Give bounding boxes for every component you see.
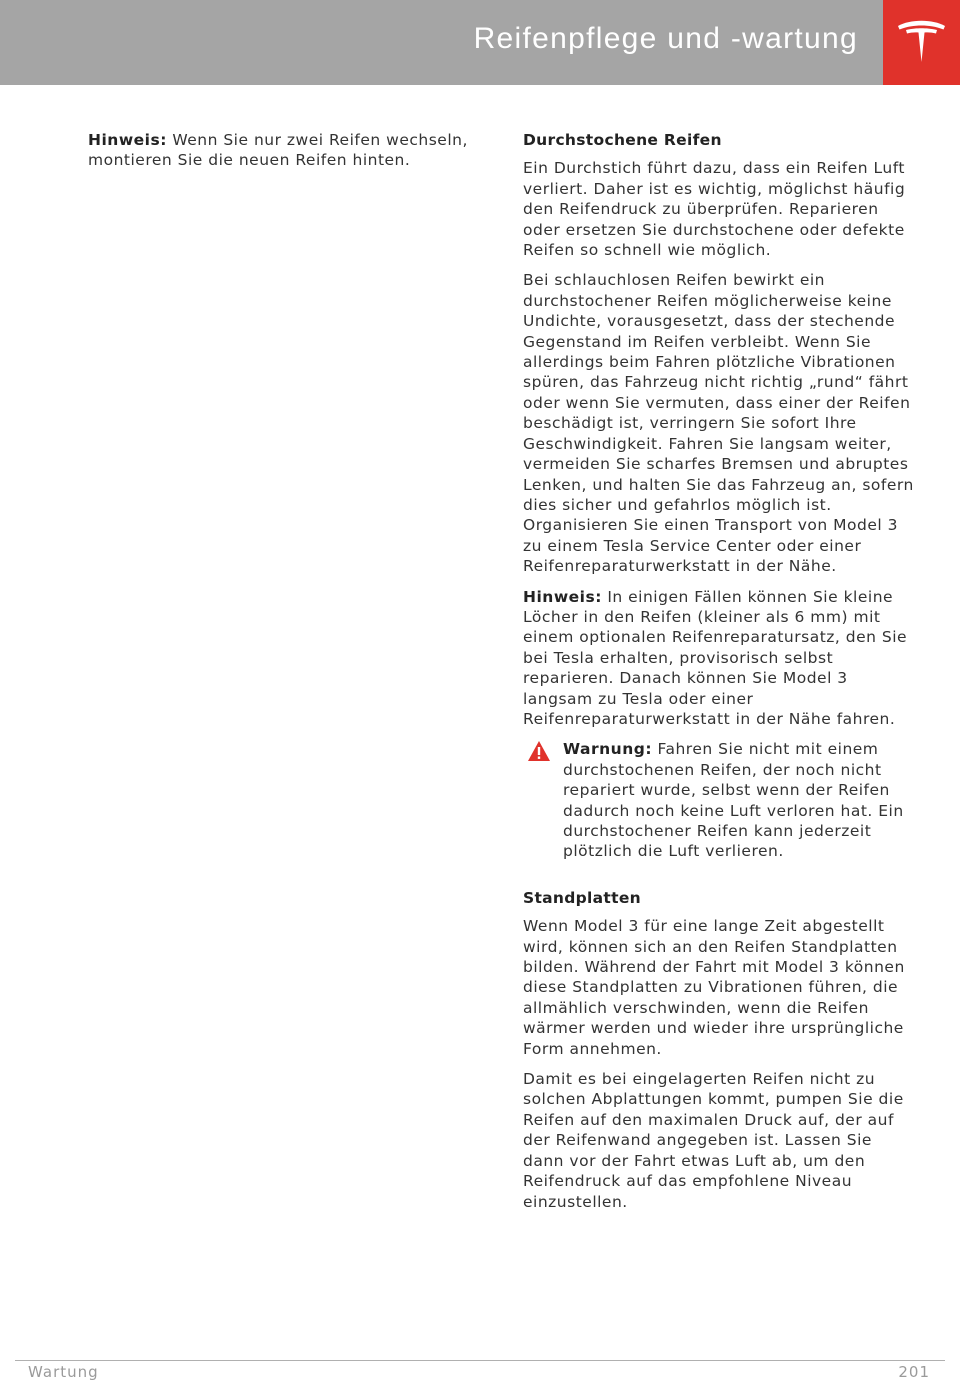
warning-label: Warnung: (563, 740, 653, 759)
note-label: Hinweis: (523, 587, 602, 606)
note-paragraph (88, 130, 478, 171)
paragraph-flatspot-prevention: Damit es bei eingelagerten Reifen nicht zu solchen Abplattungen kommt, pumpen Sie die Reifen auf den maximalen Druck auf, der auf der Reifenwand angegeben ist. Lassen Sie dann vor der Fahrt etwas Luft ab, um den Reifendruck auf das empfohlene Niveau einzustellen. (523, 1070, 904, 1211)
section-title-standplatten: Standplatten (523, 888, 641, 907)
warning-paragraph (563, 739, 918, 861)
paragraph-puncture-tubeless: Bei schlauchlosen Reifen bewirkt ein durchstochener Reifen möglicherweise keine Undichte, vorausgesetzt, dass der stechende Gegenstand im Reifen verbleibt. Wenn Sie allerdings beim Fahren plötzliche Vibrationen spüren, das Fahrzeug nicht richtig „rund“ fährt oder wenn Sie vermuten, dass einer der Reifen beschädigt ist, verringern Sie sofort Ihre Geschwindigkeit. Fahren Sie langsam weiter, vermeiden Sie scharfes Bremsen und abruptes Lenken, und halten Sie das Fahrzeug an, sofern dies sicher und gefahrlos möglich ist. Organisieren Sie einen Transport von Model 3 zu einem Tesla Service Center oder einer Reifenreparaturwerkstatt in der Nähe. (523, 271, 914, 576)
warning-triangle-icon (527, 740, 551, 762)
logo-box (883, 0, 960, 85)
warning-block (523, 739, 918, 861)
left-column (88, 130, 478, 181)
tesla-logo-icon (894, 14, 949, 69)
footer-section-label: Wartung (28, 1363, 99, 1381)
page-title: Reifenpflege und -wartung (473, 22, 858, 55)
page-header (0, 0, 960, 85)
right-column (523, 130, 918, 1222)
paragraph-flatspot-intro: Wenn Model 3 für eine lange Zeit abgestellt wird, können sich an den Reifen Standplatten bilden. Während der Fahrt mit Model 3 können diese Standplatten zu Vibrationen führen, die allmählich verschwinden, wenn die Reifen wärmer werden und wieder ihre ursprüngliche Form annehmen. (523, 917, 905, 1058)
note-label: Hinweis: (88, 131, 167, 149)
section-title-durchstochene-reifen: Durchstochene Reifen (523, 131, 722, 149)
footer-divider (15, 1360, 945, 1361)
note-paragraph (523, 587, 918, 730)
footer-page-number: 201 (898, 1363, 930, 1381)
warning-text: Fahren Sie nicht mit einem durchstochenen Reifen, der noch nicht repariert wurde, selbst wenn der Reifen dadurch noch keine Luft verloren hat. Ein durchstochener Reifen kann jederzeit plötzlich die Luft verlieren. (563, 740, 904, 861)
note-text: Wenn Sie nur zwei Reifen wechseln, montieren Sie die neuen Reifen hinten. (88, 131, 468, 170)
paragraph-puncture-intro: Ein Durchstich führt dazu, dass ein Reifen Luft verliert. Daher ist es wichtig, möglichst häufig den Reifendruck zu überprüfen. Reparieren oder ersetzen Sie durchstochene oder defekte Reifen so schnell wie möglich. (523, 159, 906, 260)
note-text: In einigen Fällen können Sie kleine Löcher in den Reifen (kleiner als 6 mm) mit einem optionalen Reifenreparatursatz, den Sie bei Tesla erhalten, provisorisch selbst reparieren. Danach können Sie Model 3 langsam zu Tesla oder einer Reifenreparaturwerkstatt in der Nähe fahren. (523, 587, 908, 728)
